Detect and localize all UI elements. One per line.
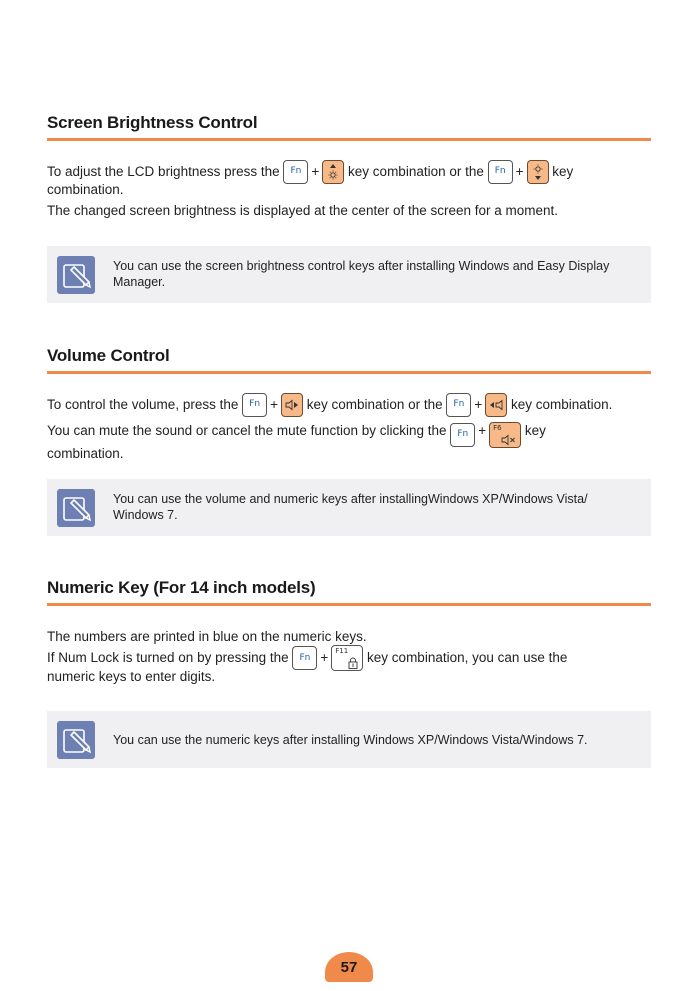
fn-key: Fn bbox=[450, 423, 475, 447]
mute-icon bbox=[501, 434, 517, 446]
note-box bbox=[47, 479, 651, 536]
fn-key: Fn bbox=[283, 160, 308, 184]
brightness-down-key bbox=[527, 160, 549, 184]
brightness-up-icon bbox=[326, 163, 340, 181]
brightness-down-icon bbox=[531, 163, 545, 181]
num-lock-icon bbox=[347, 657, 359, 669]
note-box bbox=[47, 246, 651, 303]
fn-key: Fn bbox=[488, 160, 513, 184]
numeric-section bbox=[47, 578, 651, 685]
volume-down-icon bbox=[284, 399, 300, 411]
text-line: The changed screen brightness is displayed at the center of the screen for a moment. bbox=[47, 202, 559, 218]
text-line: combination. bbox=[47, 445, 124, 461]
text-line: To adjust the LCD brightness press the Fn + key combination or the Fn + key bbox=[47, 163, 651, 181]
volume-up-key bbox=[485, 393, 507, 417]
heading-rule bbox=[47, 603, 651, 606]
volume-up-icon bbox=[488, 399, 504, 411]
volume-down-key bbox=[281, 393, 303, 417]
fn-key: Fn bbox=[292, 646, 317, 670]
section-heading: Volume Control bbox=[47, 346, 170, 365]
volume-text bbox=[47, 396, 651, 462]
note-pencil-icon bbox=[57, 256, 95, 294]
text-line: combination. bbox=[47, 181, 124, 197]
note-pencil-icon bbox=[57, 489, 95, 527]
section-heading: Screen Brightness Control bbox=[47, 113, 258, 132]
note-text: You can use the numeric keys after installing Windows XP/Windows Vista/Windows 7. bbox=[113, 733, 588, 747]
section-heading: Numeric Key (For 14 inch models) bbox=[47, 578, 316, 597]
note-text: You can use the screen brightness control keys after installing Windows and Easy Display Manager. bbox=[113, 259, 610, 289]
text-line: numeric keys to enter digits. bbox=[47, 669, 216, 684]
brightness-up-key bbox=[322, 160, 344, 184]
heading-rule bbox=[47, 371, 651, 374]
page-number: 57 bbox=[325, 952, 373, 982]
note-text: You can use the volume and numeric keys after installingWindows XP/Windows Vista/ Windows 7. bbox=[113, 492, 588, 522]
brightness-section bbox=[47, 113, 651, 219]
fn-key: Fn bbox=[242, 393, 267, 417]
text-line: The numbers are printed in blue on the numeric keys. bbox=[47, 629, 367, 644]
note-pencil-icon bbox=[57, 721, 95, 759]
heading-rule bbox=[47, 138, 651, 141]
text-line: If Num Lock is turned on by pressing the Fn + F11 key combination, you can use the bbox=[47, 649, 651, 668]
volume-section bbox=[47, 346, 651, 462]
numeric-text bbox=[47, 628, 651, 685]
note-box bbox=[47, 711, 651, 768]
brightness-text bbox=[47, 163, 651, 219]
num-lock-key: F11 bbox=[331, 645, 363, 671]
text-line: You can mute the sound or cancel the mute function by clicking the Fn + F6 key bbox=[47, 418, 651, 445]
text-line: To control the volume, press the Fn + key combination or the Fn + key combination. bbox=[47, 396, 651, 414]
mute-key: F6 bbox=[489, 422, 521, 448]
fn-key: Fn bbox=[446, 393, 471, 417]
